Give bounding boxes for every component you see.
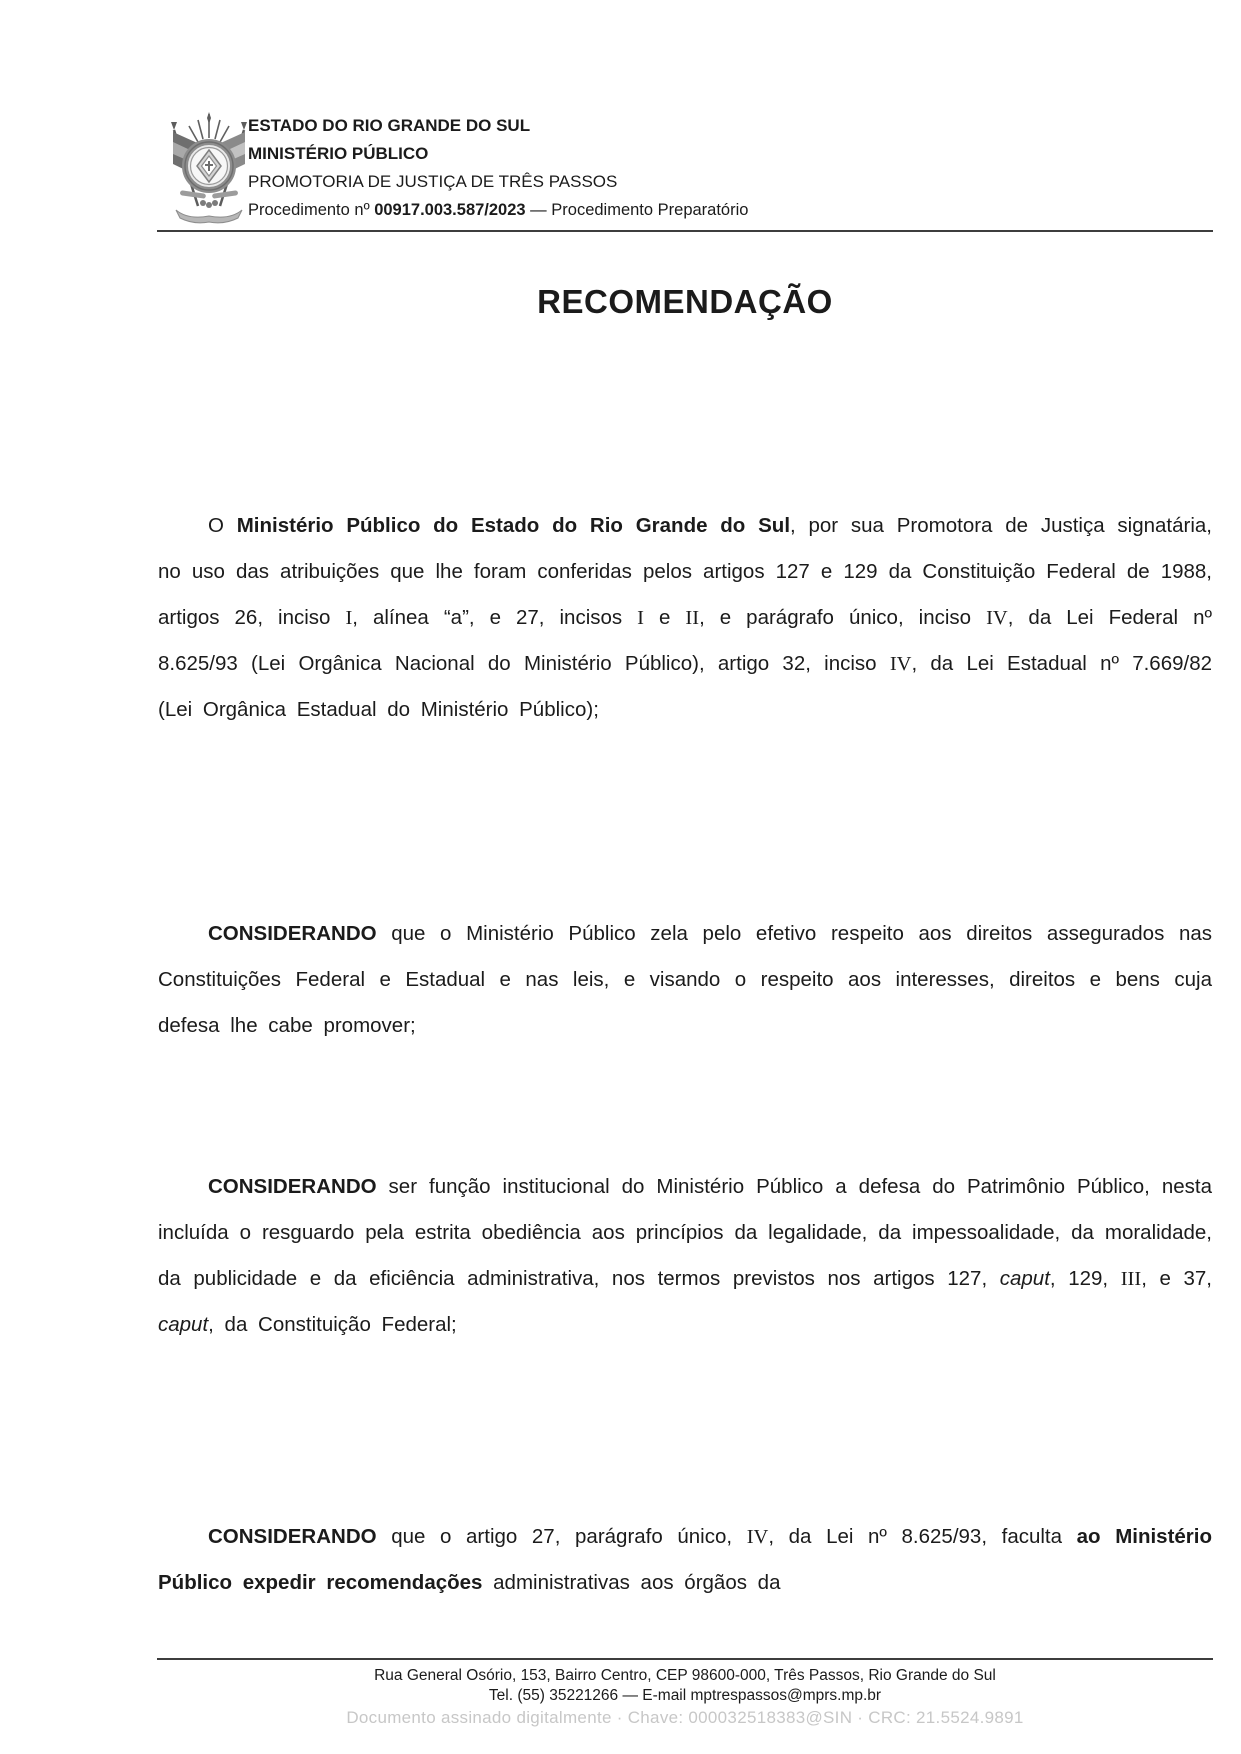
body-paragraph: CONSIDERANDO que o Ministério Público zela pelo efetivo respeito aos direitos assegurados nas Constituições Federal e Estadual e nas leis, e visando o respeito aos interesses, direitos e bens cuja defesa lhe cabe promover; (158, 922, 1212, 1037)
footer-address: Rua General Osório, 153, Bairro Centro, CEP 98600-000, Três Passos, Rio Grande do Sul (374, 1667, 996, 1684)
footer-divider (157, 1658, 1213, 1660)
body-paragraph: CONSIDERANDO que o artigo 27, parágrafo único, IV, da Lei nº 8.625/93, faculta ao Ministério Público expedir recomendações administrativas aos órgãos da (158, 1525, 1213, 1594)
letterhead-institution: MINISTÉRIO PÚBLICO (248, 144, 429, 163)
procedure-prefix: Procedimento nº (248, 201, 375, 219)
procedure-line (248, 196, 748, 224)
procedure-suffix: — Procedimento Preparatório (525, 201, 749, 219)
letterhead (248, 112, 748, 224)
header-divider (157, 230, 1213, 232)
procedure-number: 00917.003.587/2023 (374, 201, 526, 219)
letterhead-state: ESTADO DO RIO GRANDE DO SUL (248, 116, 531, 135)
coat-of-arms-icon (164, 108, 254, 228)
page-title: RECOMENDAÇÃO (537, 283, 833, 320)
footer-contact: Tel. (55) 35221266 — E-mail mptrespassos@mprs.mp.br (488, 1687, 882, 1704)
digital-signature-note: Documento assinado digitalmente · Chave: 000032518383@SIN · CRC: 21.5524.9891 (346, 1708, 1024, 1727)
body-paragraph: O Ministério Público do Estado do Rio Grande do Sul, por sua Promotora de Justiça signatária, no uso das atribuições que lhe foram conferidas pelos artigos 127 e 129 da Constituição Federal de 1988, artigos 26, inciso I, alínea “a”, e 27, incisos I e II, e parágrafo único, inciso IV, da Lei Federal nº 8.625/93 (Lei Orgânica Nacional do Ministério Público), artigo 32, inciso IV, da Lei Estadual nº 7.669/82 (Lei Orgânica Estadual do Ministério Público); (158, 514, 1212, 721)
body-paragraph: CONSIDERANDO ser função institucional do Ministério Público a defesa do Patrimônio Público, nesta incluída o resguardo pela estrita obediência aos princípios da legalidade, da impessoalidade, da moralidade, da publicidade e da eficiência administrativa, nos termos previstos nos artigos 127, caput, 129, III, e 37, caput, da Constituição Federal; (158, 1175, 1212, 1336)
letterhead-office: PROMOTORIA DE JUSTIÇA DE TRÊS PASSOS (248, 172, 618, 191)
